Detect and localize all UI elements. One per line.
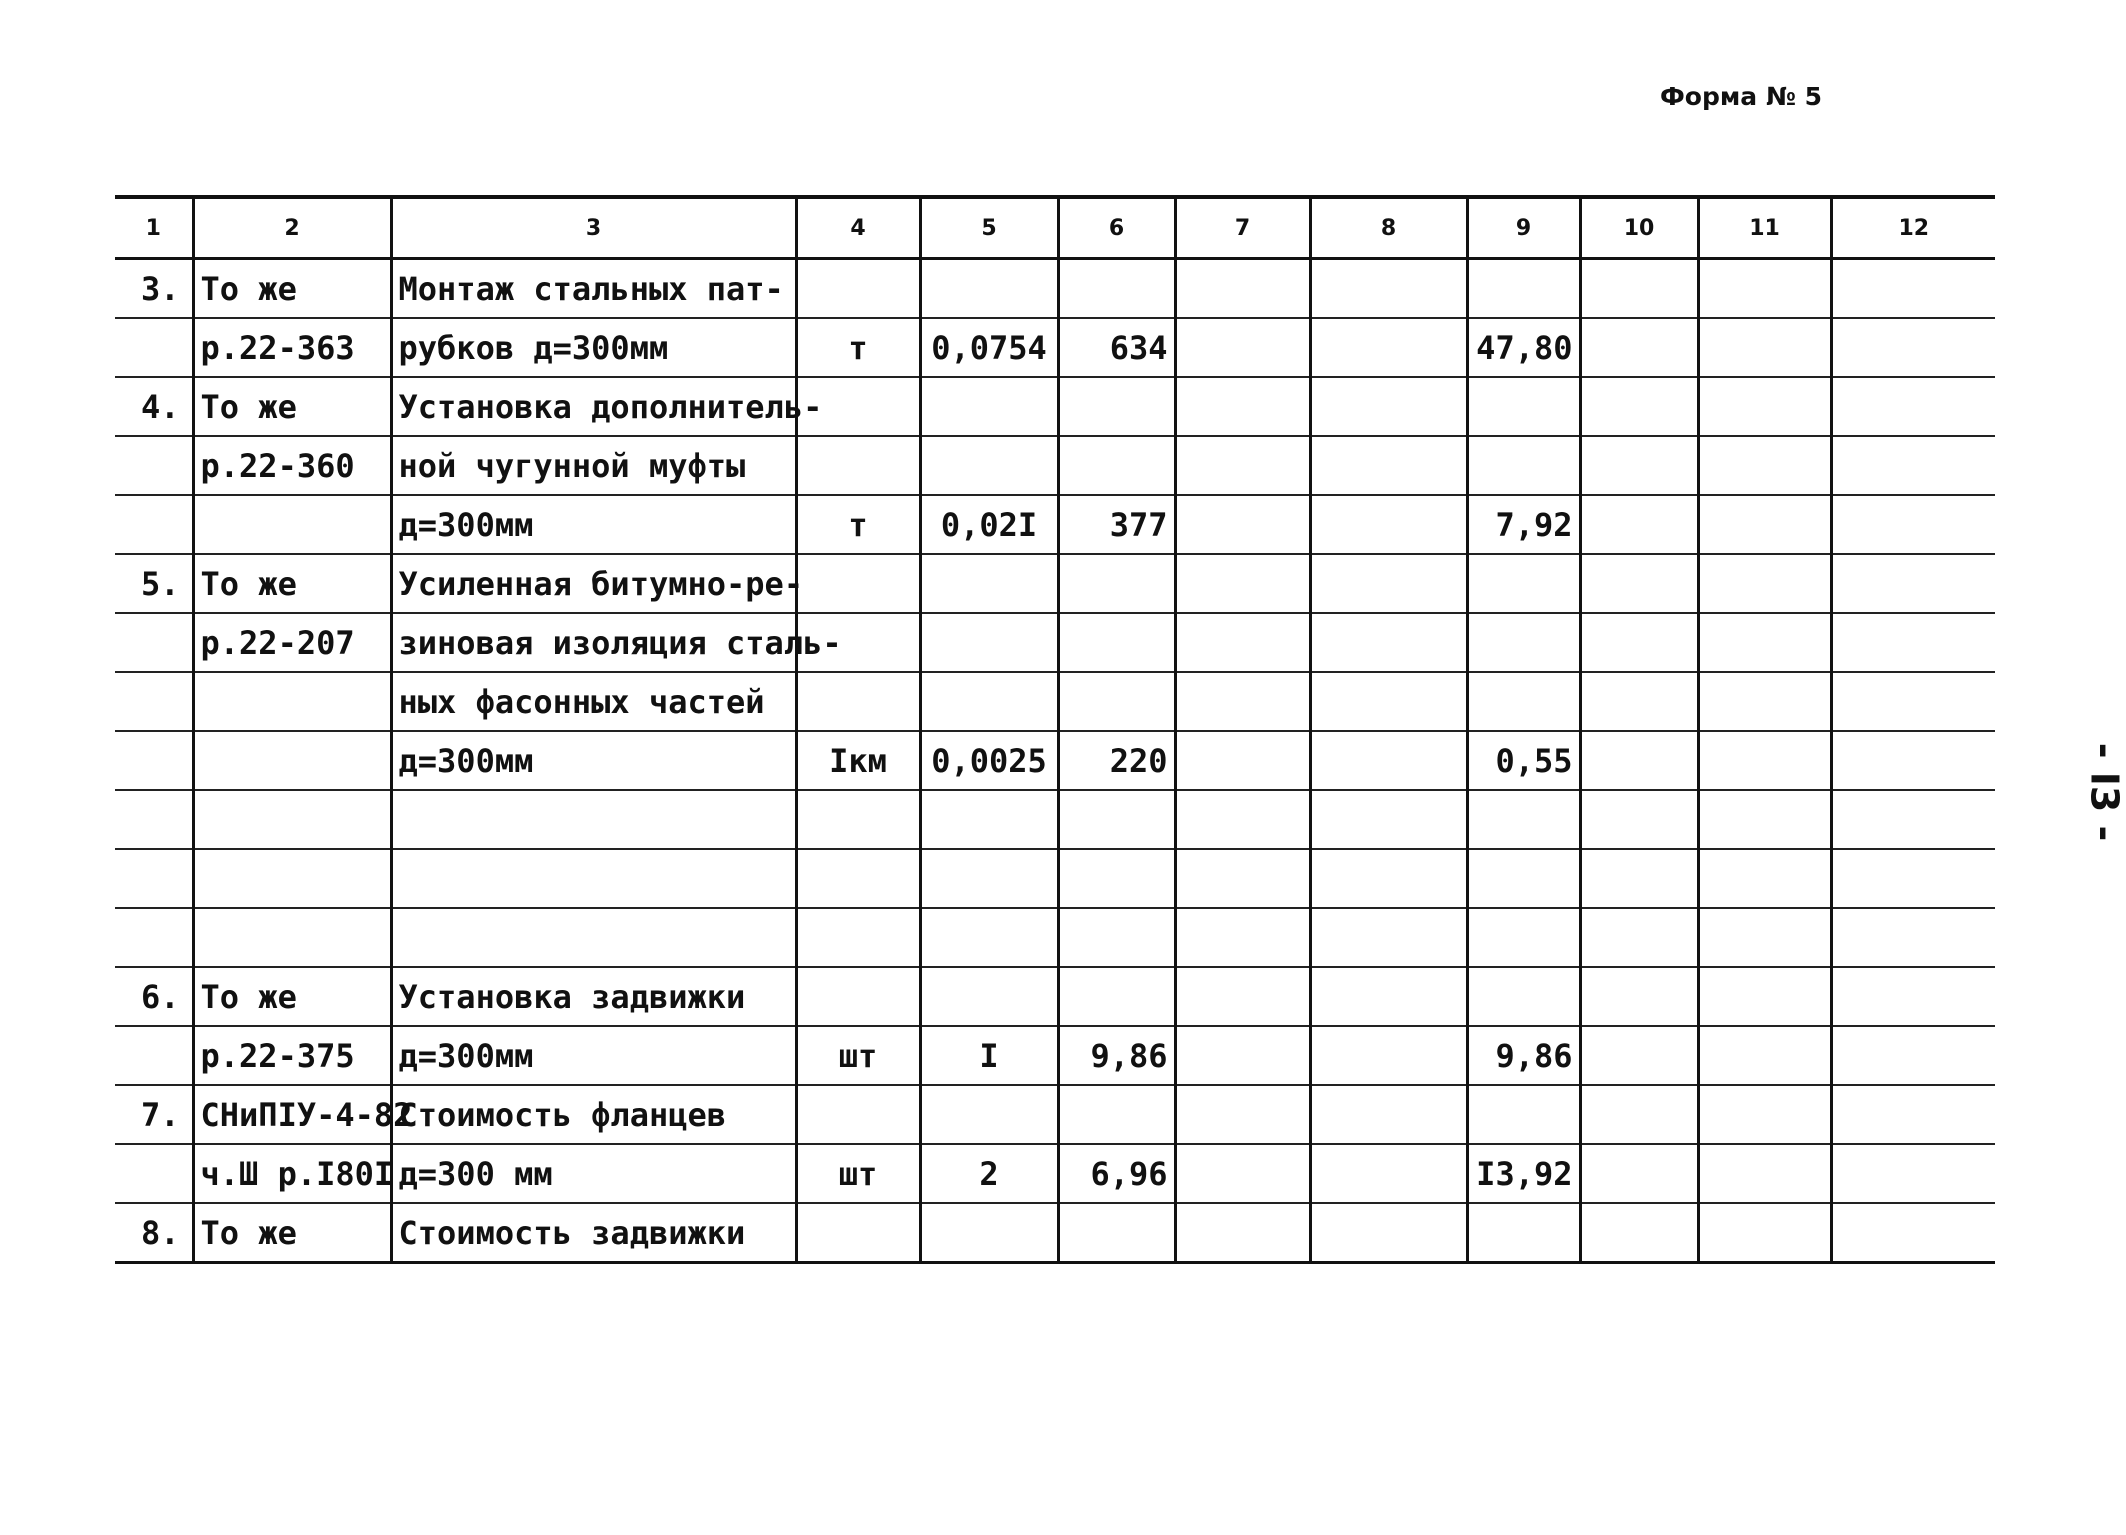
table-cell-c9 [1467, 1203, 1580, 1263]
table-cell-c6 [1058, 1085, 1175, 1144]
table-cell-c6 [1058, 554, 1175, 613]
table-cell-c12 [1831, 1203, 1995, 1263]
table-cell-c2: То же [193, 259, 391, 319]
table-cell-c2 [193, 790, 391, 849]
estimate-sheet [115, 195, 1995, 1264]
table-cell-c8 [1310, 613, 1467, 672]
table-cell-c7 [1175, 495, 1310, 554]
table-cell-c9 [1467, 554, 1580, 613]
table-cell-c3: Установка дополнитель- [391, 377, 796, 436]
table-cell-c12 [1831, 1144, 1995, 1203]
table-cell-c8 [1310, 318, 1467, 377]
table-cell-c3: д=300мм [391, 731, 796, 790]
table-cell-c4 [796, 672, 920, 731]
table-cell-c8 [1310, 377, 1467, 436]
table-cell-c8 [1310, 1085, 1467, 1144]
table-cell-c4 [796, 967, 920, 1026]
table-cell-c7 [1175, 318, 1310, 377]
table-cell-c10 [1580, 259, 1698, 319]
table-cell-c9: 9,86 [1467, 1026, 1580, 1085]
table-cell-c5 [920, 1203, 1058, 1263]
table-cell-c1 [115, 1144, 193, 1203]
table-cell-c12 [1831, 908, 1995, 967]
table-row [115, 1026, 1995, 1085]
table-cell-c5 [920, 849, 1058, 908]
table-cell-c2: СНиПIУ-4-82 [193, 1085, 391, 1144]
table-cell-c12 [1831, 436, 1995, 495]
table-cell-c5: I [920, 1026, 1058, 1085]
table-cell-c1 [115, 1026, 193, 1085]
table-cell-c4: т [796, 495, 920, 554]
table-cell-c5: 0,0754 [920, 318, 1058, 377]
table-row [115, 731, 1995, 790]
table-cell-c4: т [796, 318, 920, 377]
table-cell-c3: Стоимость фланцев [391, 1085, 796, 1144]
table-cell-c7 [1175, 1144, 1310, 1203]
table-cell-c2: р.22-360 [193, 436, 391, 495]
table-cell-c9 [1467, 790, 1580, 849]
table-cell-c4 [796, 259, 920, 319]
column-header: 3 [391, 197, 796, 259]
table-cell-c2 [193, 731, 391, 790]
table-cell-c6: 634 [1058, 318, 1175, 377]
table-cell-c5 [920, 967, 1058, 1026]
table-cell-c9 [1467, 672, 1580, 731]
table-cell-c11 [1698, 1026, 1831, 1085]
table-cell-c10 [1580, 1203, 1698, 1263]
table-cell-c7 [1175, 613, 1310, 672]
table-cell-c6 [1058, 259, 1175, 319]
table-cell-c8 [1310, 1203, 1467, 1263]
table-cell-c6 [1058, 849, 1175, 908]
table-cell-c6: 9,86 [1058, 1026, 1175, 1085]
column-header: 4 [796, 197, 920, 259]
table-cell-c5: 0,0025 [920, 731, 1058, 790]
form-number-label: Форма № 5 [1660, 82, 1823, 111]
table-row [115, 1085, 1995, 1144]
table-cell-c12 [1831, 377, 1995, 436]
table-cell-c3: ной чугунной муфты [391, 436, 796, 495]
table-cell-c1 [115, 613, 193, 672]
table-cell-c12 [1831, 672, 1995, 731]
table-cell-c10 [1580, 790, 1698, 849]
table-cell-c2: р.22-375 [193, 1026, 391, 1085]
table-cell-c11 [1698, 1085, 1831, 1144]
table-cell-c12 [1831, 613, 1995, 672]
table-cell-c3: Установка задвижки [391, 967, 796, 1026]
table-row [115, 672, 1995, 731]
table-cell-c9 [1467, 849, 1580, 908]
table-cell-c7 [1175, 259, 1310, 319]
table-cell-c7 [1175, 554, 1310, 613]
table-cell-c11 [1698, 318, 1831, 377]
table-cell-c2: То же [193, 1203, 391, 1263]
table-cell-c9 [1467, 613, 1580, 672]
table-cell-c9 [1467, 967, 1580, 1026]
table-cell-c5 [920, 554, 1058, 613]
table-cell-c12 [1831, 318, 1995, 377]
table-cell-c12 [1831, 849, 1995, 908]
column-header: 1 [115, 197, 193, 259]
table-cell-c4: Iкм [796, 731, 920, 790]
table-cell-c4 [796, 436, 920, 495]
table-cell-c6 [1058, 790, 1175, 849]
table-cell-c9: 47,80 [1467, 318, 1580, 377]
table-cell-c10 [1580, 554, 1698, 613]
table-cell-c11 [1698, 613, 1831, 672]
table-cell-c12 [1831, 1085, 1995, 1144]
table-cell-c10 [1580, 318, 1698, 377]
table-cell-c11 [1698, 790, 1831, 849]
table-cell-c7 [1175, 672, 1310, 731]
table-cell-c11 [1698, 1144, 1831, 1203]
table-cell-c12 [1831, 495, 1995, 554]
table-cell-c5 [920, 613, 1058, 672]
column-header: 7 [1175, 197, 1310, 259]
table-row [115, 790, 1995, 849]
table-cell-c4 [796, 790, 920, 849]
table-cell-c12 [1831, 731, 1995, 790]
table-cell-c9 [1467, 436, 1580, 495]
table-cell-c3: ных фасонных частей [391, 672, 796, 731]
table-cell-c6 [1058, 967, 1175, 1026]
table-cell-c10 [1580, 672, 1698, 731]
table-cell-c3: Монтаж стальных пат- [391, 259, 796, 319]
table-cell-c6 [1058, 436, 1175, 495]
table-cell-c6 [1058, 908, 1175, 967]
table-cell-c8 [1310, 967, 1467, 1026]
table-cell-c11 [1698, 1203, 1831, 1263]
column-header: 8 [1310, 197, 1467, 259]
table-cell-c5 [920, 1085, 1058, 1144]
table-cell-c10 [1580, 731, 1698, 790]
column-header: 5 [920, 197, 1058, 259]
table-cell-c8 [1310, 849, 1467, 908]
table-cell-c3 [391, 908, 796, 967]
table-cell-c4: шт [796, 1026, 920, 1085]
column-header: 6 [1058, 197, 1175, 259]
table-cell-c2 [193, 849, 391, 908]
table-cell-c9: 7,92 [1467, 495, 1580, 554]
table-cell-c1 [115, 790, 193, 849]
table-cell-c1: 3. [115, 259, 193, 319]
column-header: 11 [1698, 197, 1831, 259]
table-cell-c6: 377 [1058, 495, 1175, 554]
table-cell-c1: 7. [115, 1085, 193, 1144]
table-cell-c6: 6,96 [1058, 1144, 1175, 1203]
page-number: - I3 - [2082, 742, 2126, 842]
table-cell-c1 [115, 849, 193, 908]
table-cell-c6 [1058, 377, 1175, 436]
table-row [115, 967, 1995, 1026]
table-cell-c2: р.22-363 [193, 318, 391, 377]
table-cell-c4 [796, 554, 920, 613]
table-cell-c3 [391, 849, 796, 908]
table-cell-c3: Стоимость задвижки [391, 1203, 796, 1263]
table-row [115, 318, 1995, 377]
table-cell-c1: 6. [115, 967, 193, 1026]
table-cell-c3: д=300мм [391, 1026, 796, 1085]
table-cell-c2: ч.Ш р.I80I [193, 1144, 391, 1203]
table-cell-c9 [1467, 908, 1580, 967]
table-cell-c1 [115, 672, 193, 731]
table-cell-c10 [1580, 967, 1698, 1026]
table-row [115, 613, 1995, 672]
table-cell-c11 [1698, 495, 1831, 554]
table-cell-c8 [1310, 1144, 1467, 1203]
table-cell-c10 [1580, 1026, 1698, 1085]
table-cell-c8 [1310, 1026, 1467, 1085]
table-cell-c2: То же [193, 967, 391, 1026]
table-cell-c6 [1058, 672, 1175, 731]
table-cell-c8 [1310, 554, 1467, 613]
table-cell-c9: 0,55 [1467, 731, 1580, 790]
table-cell-c2: То же [193, 554, 391, 613]
table-cell-c2 [193, 908, 391, 967]
column-header: 12 [1831, 197, 1995, 259]
table-cell-c7 [1175, 908, 1310, 967]
table-cell-c7 [1175, 967, 1310, 1026]
table-cell-c9 [1467, 1085, 1580, 1144]
table-row [115, 495, 1995, 554]
table-cell-c8 [1310, 672, 1467, 731]
table-cell-c12 [1831, 967, 1995, 1026]
table-row [115, 436, 1995, 495]
table-cell-c11 [1698, 377, 1831, 436]
table-cell-c5 [920, 436, 1058, 495]
table-cell-c10 [1580, 1085, 1698, 1144]
table-cell-c3: Усиленная битумно-ре- [391, 554, 796, 613]
table-cell-c3: рубков д=300мм [391, 318, 796, 377]
table-cell-c11 [1698, 731, 1831, 790]
table-cell-c1 [115, 495, 193, 554]
table-cell-c12 [1831, 1026, 1995, 1085]
table-cell-c8 [1310, 908, 1467, 967]
table-cell-c10 [1580, 495, 1698, 554]
table-cell-c4 [796, 849, 920, 908]
table-cell-c12 [1831, 259, 1995, 319]
table-row [115, 259, 1995, 319]
table-cell-c7 [1175, 731, 1310, 790]
table-cell-c8 [1310, 495, 1467, 554]
table-cell-c7 [1175, 790, 1310, 849]
column-header: 10 [1580, 197, 1698, 259]
table-cell-c7 [1175, 1026, 1310, 1085]
table-cell-c7 [1175, 377, 1310, 436]
table-cell-c1 [115, 436, 193, 495]
table-cell-c7 [1175, 1085, 1310, 1144]
table-cell-c2 [193, 495, 391, 554]
table-cell-c1: 5. [115, 554, 193, 613]
table-cell-c9 [1467, 377, 1580, 436]
table-cell-c10 [1580, 377, 1698, 436]
table-body [115, 259, 1995, 1263]
table-cell-c4 [796, 1203, 920, 1263]
table-cell-c4 [796, 1085, 920, 1144]
table-cell-c7 [1175, 436, 1310, 495]
table-cell-c2: р.22-207 [193, 613, 391, 672]
table-cell-c10 [1580, 613, 1698, 672]
table-cell-c5 [920, 377, 1058, 436]
table-cell-c5 [920, 259, 1058, 319]
estimate-table [115, 195, 1995, 1264]
table-cell-c1: 8. [115, 1203, 193, 1263]
table-cell-c1 [115, 731, 193, 790]
table-cell-c4: шт [796, 1144, 920, 1203]
table-cell-c11 [1698, 672, 1831, 731]
table-row [115, 849, 1995, 908]
table-cell-c8 [1310, 731, 1467, 790]
table-cell-c6 [1058, 1203, 1175, 1263]
table-cell-c1 [115, 908, 193, 967]
table-row [115, 1144, 1995, 1203]
table-cell-c11 [1698, 259, 1831, 319]
table-cell-c5: 2 [920, 1144, 1058, 1203]
table-cell-c7 [1175, 849, 1310, 908]
table-cell-c3: д=300 мм [391, 1144, 796, 1203]
table-cell-c9: I3,92 [1467, 1144, 1580, 1203]
column-header: 2 [193, 197, 391, 259]
table-cell-c8 [1310, 790, 1467, 849]
table-cell-c4 [796, 908, 920, 967]
table-cell-c2 [193, 672, 391, 731]
table-cell-c11 [1698, 554, 1831, 613]
table-cell-c3 [391, 790, 796, 849]
table-cell-c10 [1580, 436, 1698, 495]
table-cell-c9 [1467, 259, 1580, 319]
table-cell-c10 [1580, 908, 1698, 967]
table-cell-c12 [1831, 790, 1995, 849]
table-cell-c6 [1058, 613, 1175, 672]
table-cell-c10 [1580, 1144, 1698, 1203]
table-cell-c11 [1698, 849, 1831, 908]
table-cell-c11 [1698, 436, 1831, 495]
table-cell-c1: 4. [115, 377, 193, 436]
table-cell-c1 [115, 318, 193, 377]
table-cell-c3: зиновая изоляция сталь- [391, 613, 796, 672]
table-cell-c2: То же [193, 377, 391, 436]
column-number-row [115, 197, 1995, 259]
table-cell-c5 [920, 790, 1058, 849]
table-cell-c11 [1698, 967, 1831, 1026]
table-cell-c12 [1831, 554, 1995, 613]
table-cell-c5 [920, 908, 1058, 967]
table-cell-c10 [1580, 849, 1698, 908]
table-cell-c5: 0,02I [920, 495, 1058, 554]
table-cell-c8 [1310, 259, 1467, 319]
table-cell-c6: 220 [1058, 731, 1175, 790]
table-row [115, 554, 1995, 613]
table-row [115, 1203, 1995, 1263]
column-header: 9 [1467, 197, 1580, 259]
table-row [115, 377, 1995, 436]
table-row [115, 908, 1995, 967]
table-cell-c8 [1310, 436, 1467, 495]
table-cell-c5 [920, 672, 1058, 731]
table-cell-c3: д=300мм [391, 495, 796, 554]
table-cell-c7 [1175, 1203, 1310, 1263]
table-cell-c11 [1698, 908, 1831, 967]
